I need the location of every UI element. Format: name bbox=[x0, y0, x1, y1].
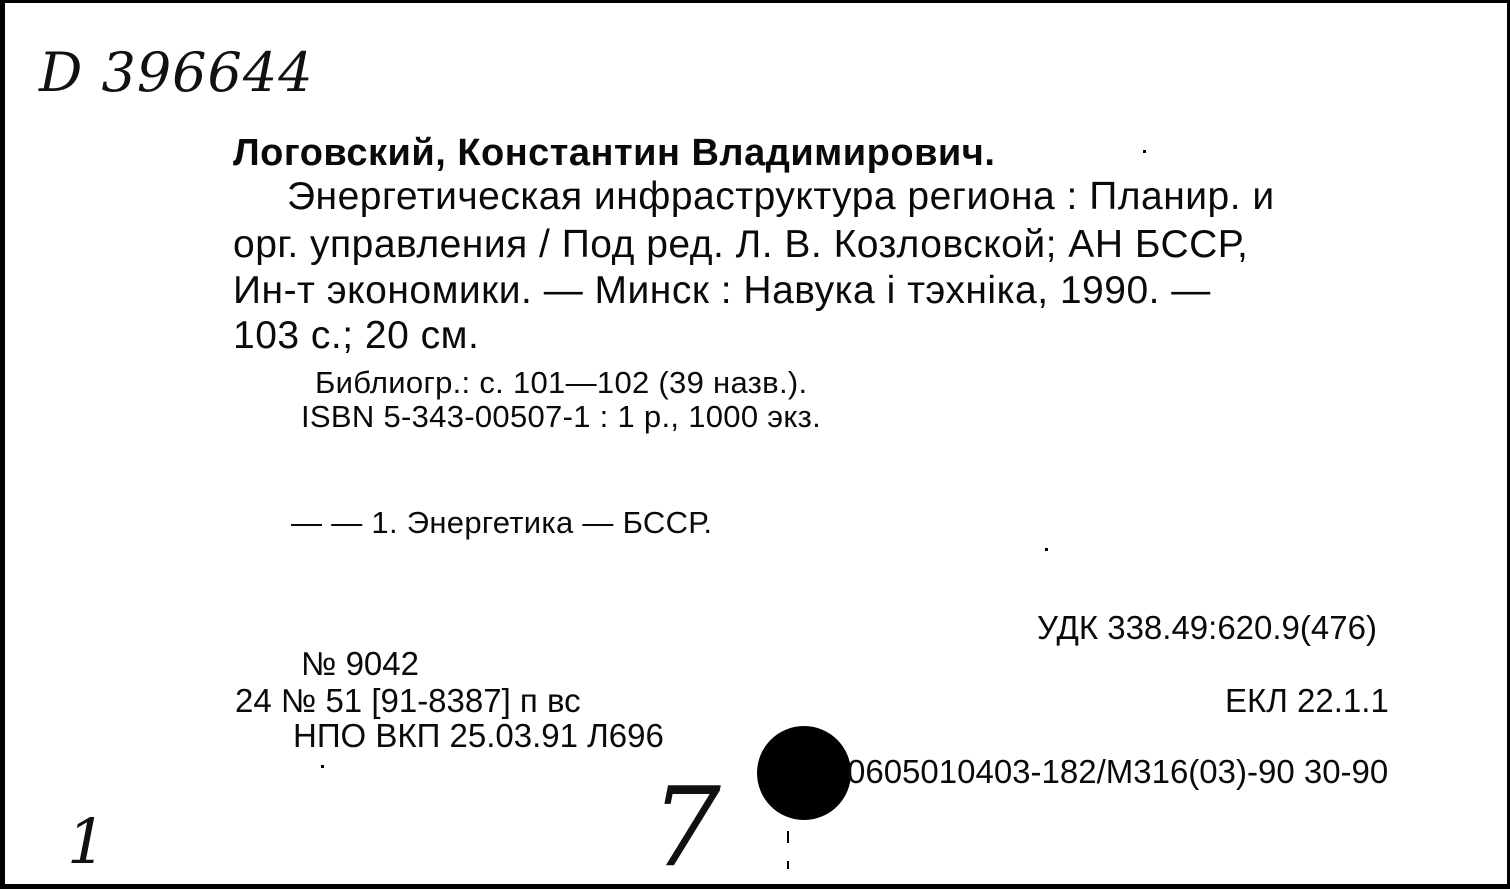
print-info: 24 № 51 [91-8387] п вс bbox=[235, 682, 581, 719]
speck-1 bbox=[1143, 150, 1146, 153]
title-line-2: орг. управления / Под ред. Л. В. Козловской; АН БССР, bbox=[233, 223, 1249, 266]
udc-code: УДК 338.49:620.9(476) bbox=[1037, 609, 1377, 646]
speck-4 bbox=[787, 831, 789, 843]
subject-heading: — — 1. Энергетика — БССР. bbox=[291, 505, 713, 540]
inventory-number: № 9042 bbox=[301, 645, 419, 682]
title-line-1: Энергетическая инфраструктура региона : Планир. и bbox=[287, 175, 1275, 218]
ekl-code: ЕКЛ 22.1.1 bbox=[1225, 682, 1389, 719]
npo-line: НПО ВКП 25.03.91 Л696 bbox=[293, 717, 664, 754]
catalog-code: 0605010403-182/М316(03)-90 30-90 bbox=[847, 753, 1389, 790]
title-line-4: 103 с.; 20 см. bbox=[233, 314, 480, 357]
handwritten-mark-left: 1 bbox=[67, 805, 107, 878]
author-heading: Логовский, Константин Владимирович. bbox=[233, 132, 996, 174]
bibliography-note: Библиогр.: с. 101—102 (39 назв.). bbox=[315, 365, 808, 400]
call-number-handwritten: D 396644 bbox=[39, 41, 314, 104]
punch-hole bbox=[757, 726, 851, 820]
isbn-note: ISBN 5-343-00507-1 : 1 р., 1000 экз. bbox=[301, 399, 822, 434]
speck-3 bbox=[321, 765, 324, 768]
handwritten-mark-right: 7 bbox=[651, 763, 721, 891]
speck-2 bbox=[1045, 548, 1048, 551]
title-line-3: Ин-т экономики. — Минск : Навука і тэхніка, 1990. — bbox=[233, 269, 1211, 312]
speck-5 bbox=[787, 861, 789, 869]
